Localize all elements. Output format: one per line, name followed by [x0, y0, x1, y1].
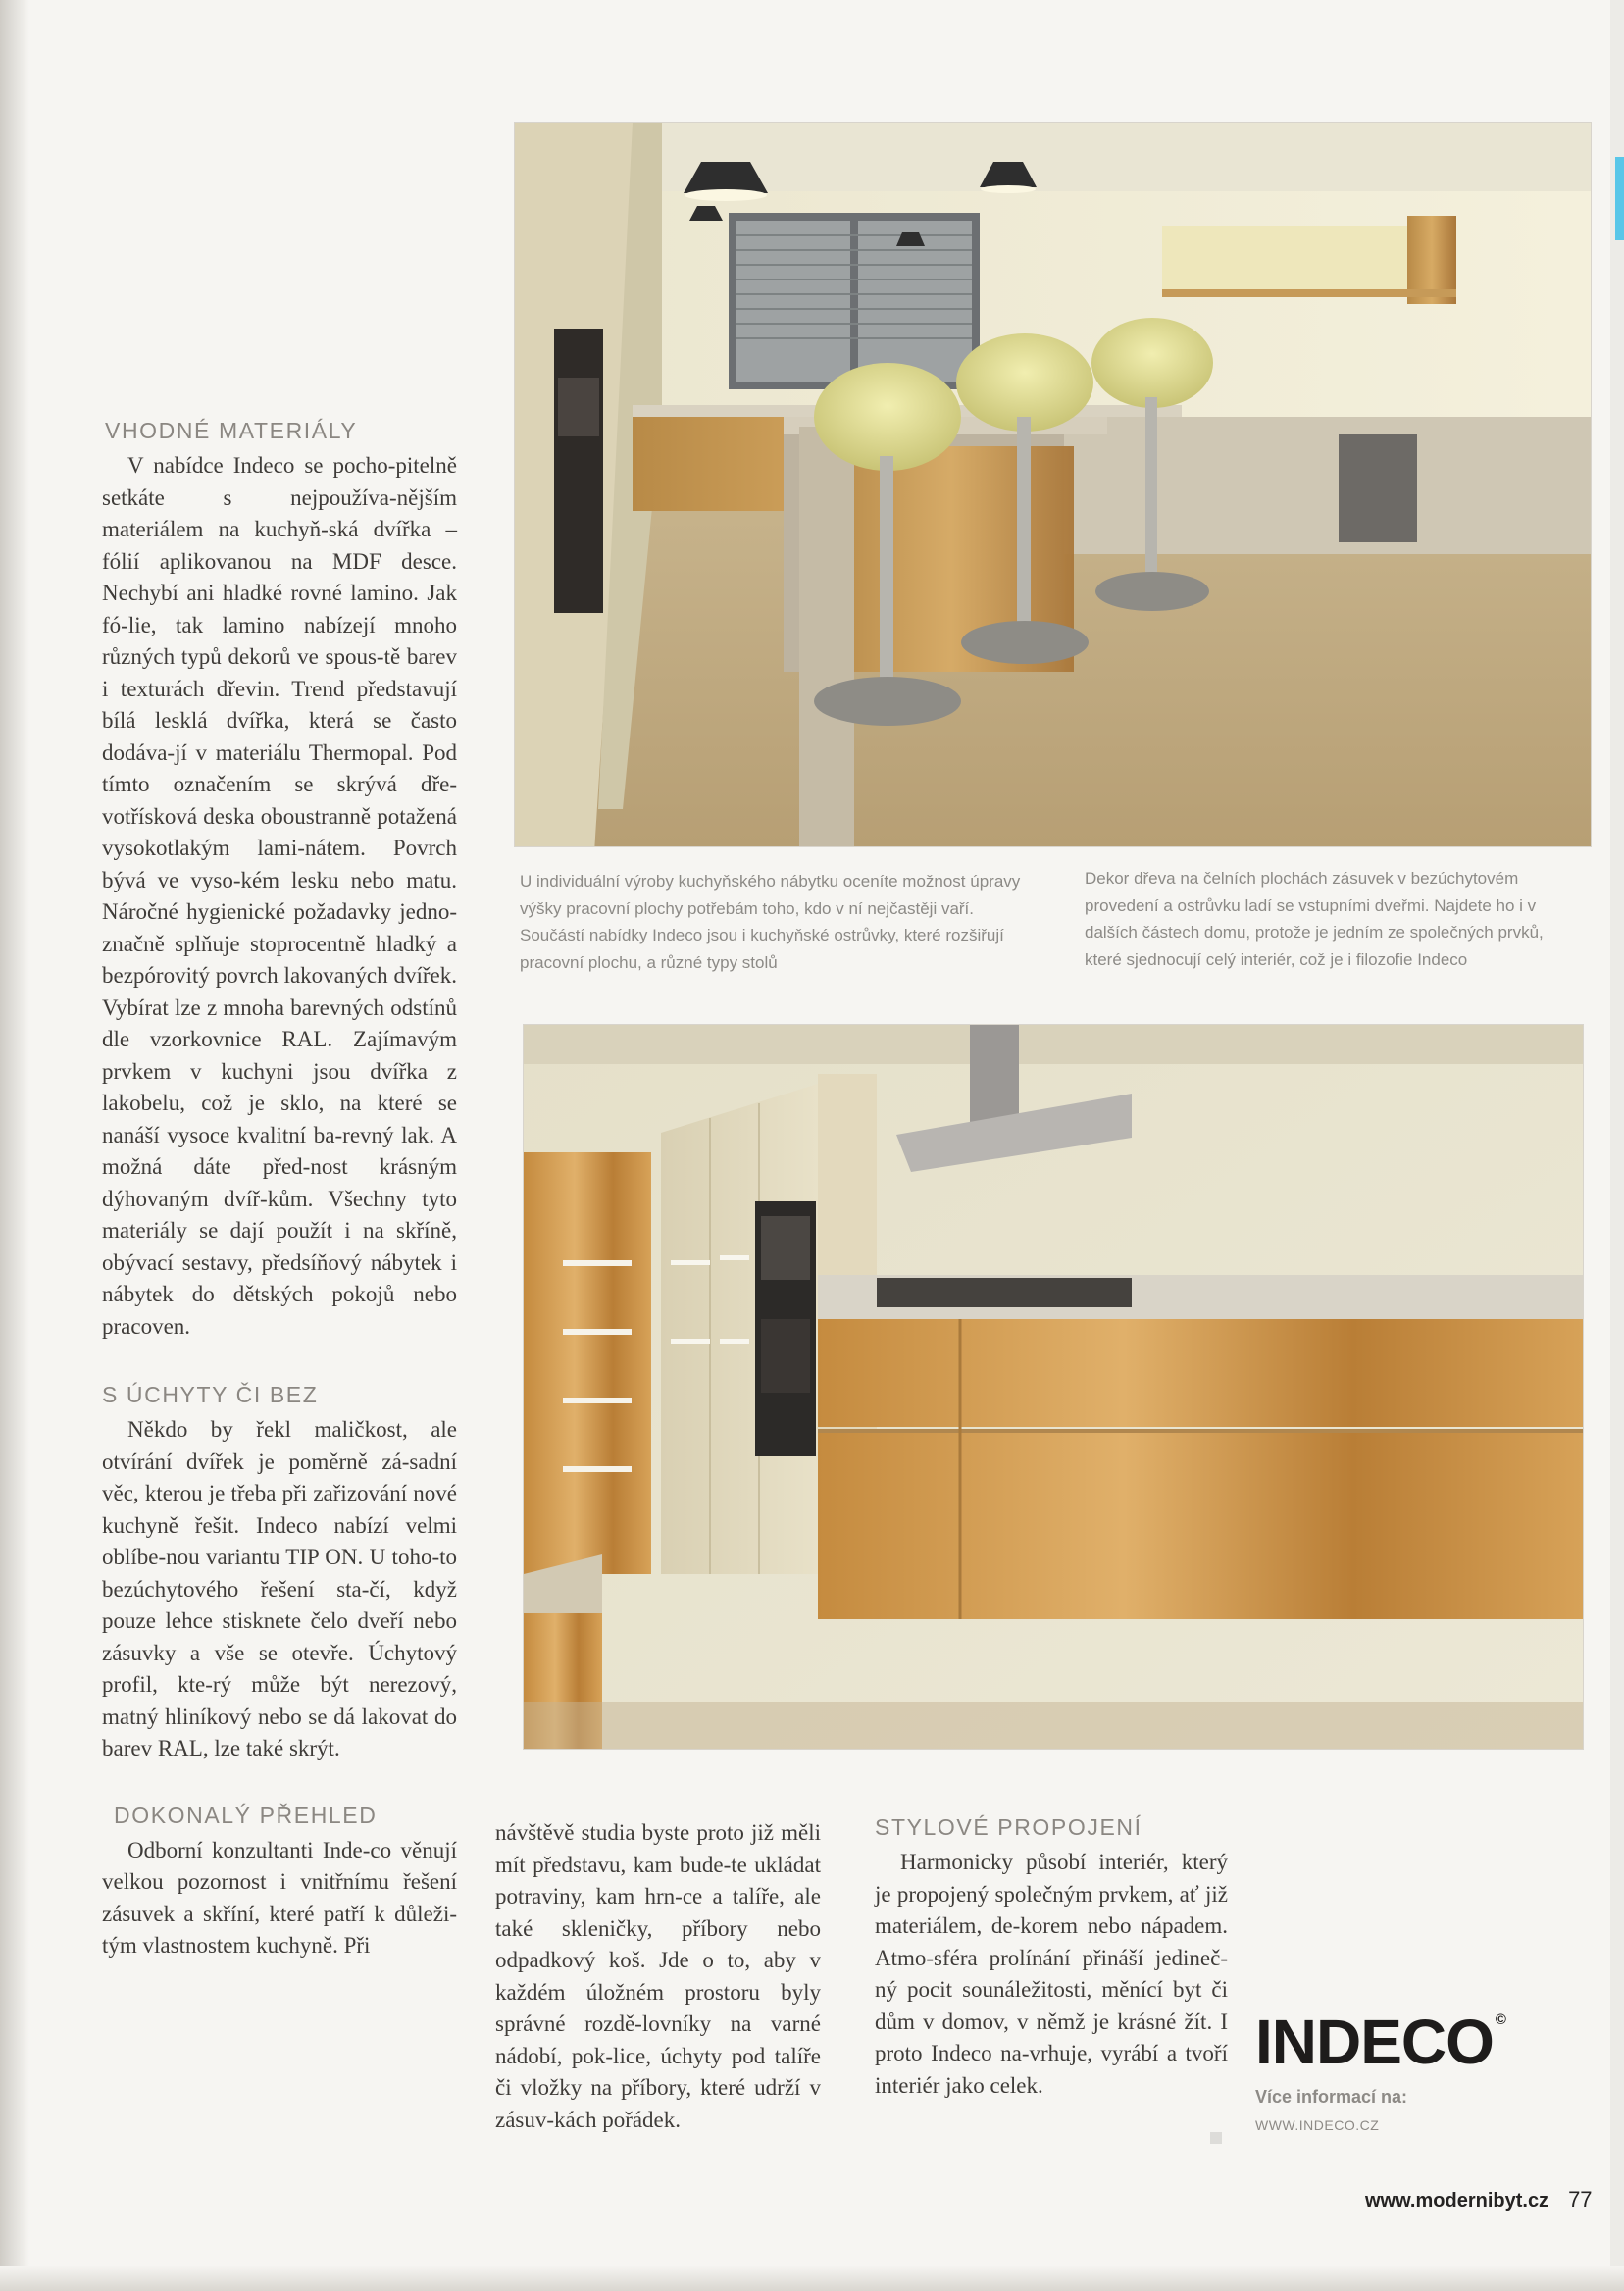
registered-mark: ©: [1495, 2011, 1505, 2028]
kitchen-drawers-illustration: [524, 1025, 1583, 1749]
paragraph-stylish: Harmonicky působí interiér, který je propojený společným prvkem, ať již materiálem, de-korem nebo nápadem. Atmo-sféra prolínání přináší jedineč-ný pocit sounáležitosti, měnící byt či dům v domov, v němž je krásné žít. I proto Indeco na-vrhuje, vyrábí a tvoří interiér jako celek.: [875, 1850, 1228, 2098]
paragraph-materials: V nabídce Indeco se pocho-pitelně setkáte s nejpoužíva-nějším materiálem na kuchyň-ská dvířka – fólií aplikovanou na MDF desce. Nechybí ani hladké rovné lamino. Jak fó-lie, tak lamino nabízejí mnoho různých typů dekorů ve spous-tě barev i texturách dřevin. Trend představují bílá lesklá dvířka, která se často dodáva-jí v materiálu Thermopal. Pod tímto označením se skrývá dře-votřísková deska oboustranně potažená vysokotlakým lami-nátem. Povrch bývá ve vyso-kém lesku nebo matu. Náročné hygienické požadavky jedno-značně splňuje stoprocentně hladký a bezpórovitý povrch lakovaných dvířek. Vybírat lze z mnoha barevných odstínů dle vzorkovnice RAL. Zajímavým prvkem v kuchyni jsou dvířka z lakobelu, což je sklo, na které se nanáší vysoce kvalitní ba-revný lak. A možná dáte před-nost krásným dýhovaným dvíř-kům. Všechny tyto materiály se dají použít i na skříně, obývací sestavy, předsíňový nábytek i nábytek do dětských pokojů nebo pracoven.: [102, 453, 457, 1339]
scan-edge-right: [1610, 0, 1624, 2291]
magazine-website-link[interactable]: www.modernibyt.cz: [1365, 2190, 1549, 2212]
more-info-label: Více informací na:: [1255, 2087, 1408, 2107]
caption-left: U individuální výroby kuchyňského nábytku oceníte možnost úpravy výšky pracovní plochy potřebám toho, kdo v ní nejčastěji vaří. Součástí nabídky Indeco jsou i kuchyňské ostrůvky, které rozšiřují pracovní plochu, a různé typy stolů: [520, 872, 1021, 972]
paragraph-overview-continued: návštěvě studia byste proto již měli mít představu, kam bude-te ukládat potraviny, kam hrn-ce a talíře, ale také skleničky, příbory nebo odpadkový koš. Jde o to, aby v každém úložném prostoru byly správné rozdě-lovníky na varné nádobí, pok-lice, úchyty pod talíře či vložky na příbory, které udrží v zásuv-kách pořádek.: [495, 1820, 821, 2132]
middle-text-column: [495, 1817, 821, 2136]
page-footer: [1365, 2187, 1593, 2213]
indeco-logo: [1255, 2007, 1505, 2077]
heading-stylish: STYLOVÉ PROPOJENÍ: [875, 1814, 1142, 1840]
indeco-logo-block: [1255, 2007, 1505, 2133]
left-text-column: [102, 418, 457, 1962]
kitchen-wood-drawers-photo: [523, 1024, 1584, 1750]
heading-materials: VHODNÉ MATERIÁLY: [105, 418, 358, 443]
right-text-column: [875, 1814, 1228, 2102]
kitchen-island-illustration: [515, 123, 1591, 846]
logo-name: INDECO: [1255, 2007, 1494, 2077]
caption-right: Dekor dřeva na čelních plochách zásuvek v bezúchytovém provedení a ostrůvku ladí se vstupními dveřmi. Najdete ho i v dalších částech domu, protože je jedním ze společných prvků, které sjednocují celý interiér, což je i filozofie Indeco: [1085, 869, 1544, 969]
scan-edge-left: [0, 0, 29, 2291]
paragraph-handles: Někdo by řekl maličkost, ale otvírání dvířek je poměrně zá-sadní věc, kterou je třeba při zařizování nové kuchyně řešit. Indeco nabízí velmi oblíbe-nou variantu TIP ON. U toho-to bezúchytového řešení sta-čí, když pouze lehce stisknete čelo dveří nebo zásuvky a vše se otevře. Úchytový profil, kte-rý může být nerezový, matný hliníkový nebo se dá lakovat do barev RAL, lze také skrýt.: [102, 1417, 457, 1760]
page-number: 77: [1568, 2187, 1593, 2212]
section-tab-marker: [1615, 157, 1624, 240]
paragraph-overview: Odborní konzultanti Inde-co věnují velkou pozornost i vnitřnímu řešení zásuvek a skříní, které patří k důleži-tým vlastnostem kuchyně. Při: [102, 1837, 457, 1958]
heading-overview: DOKONALÝ PŘEHLED: [114, 1802, 378, 1828]
decorative-square: [1210, 2132, 1222, 2144]
kitchen-island-photo: [514, 122, 1592, 847]
heading-handles: S ÚCHYTY ČI BEZ: [102, 1382, 319, 1407]
scan-edge-bottom: [0, 2266, 1624, 2291]
indeco-website-link[interactable]: WWW.INDECO.CZ: [1255, 2117, 1380, 2133]
